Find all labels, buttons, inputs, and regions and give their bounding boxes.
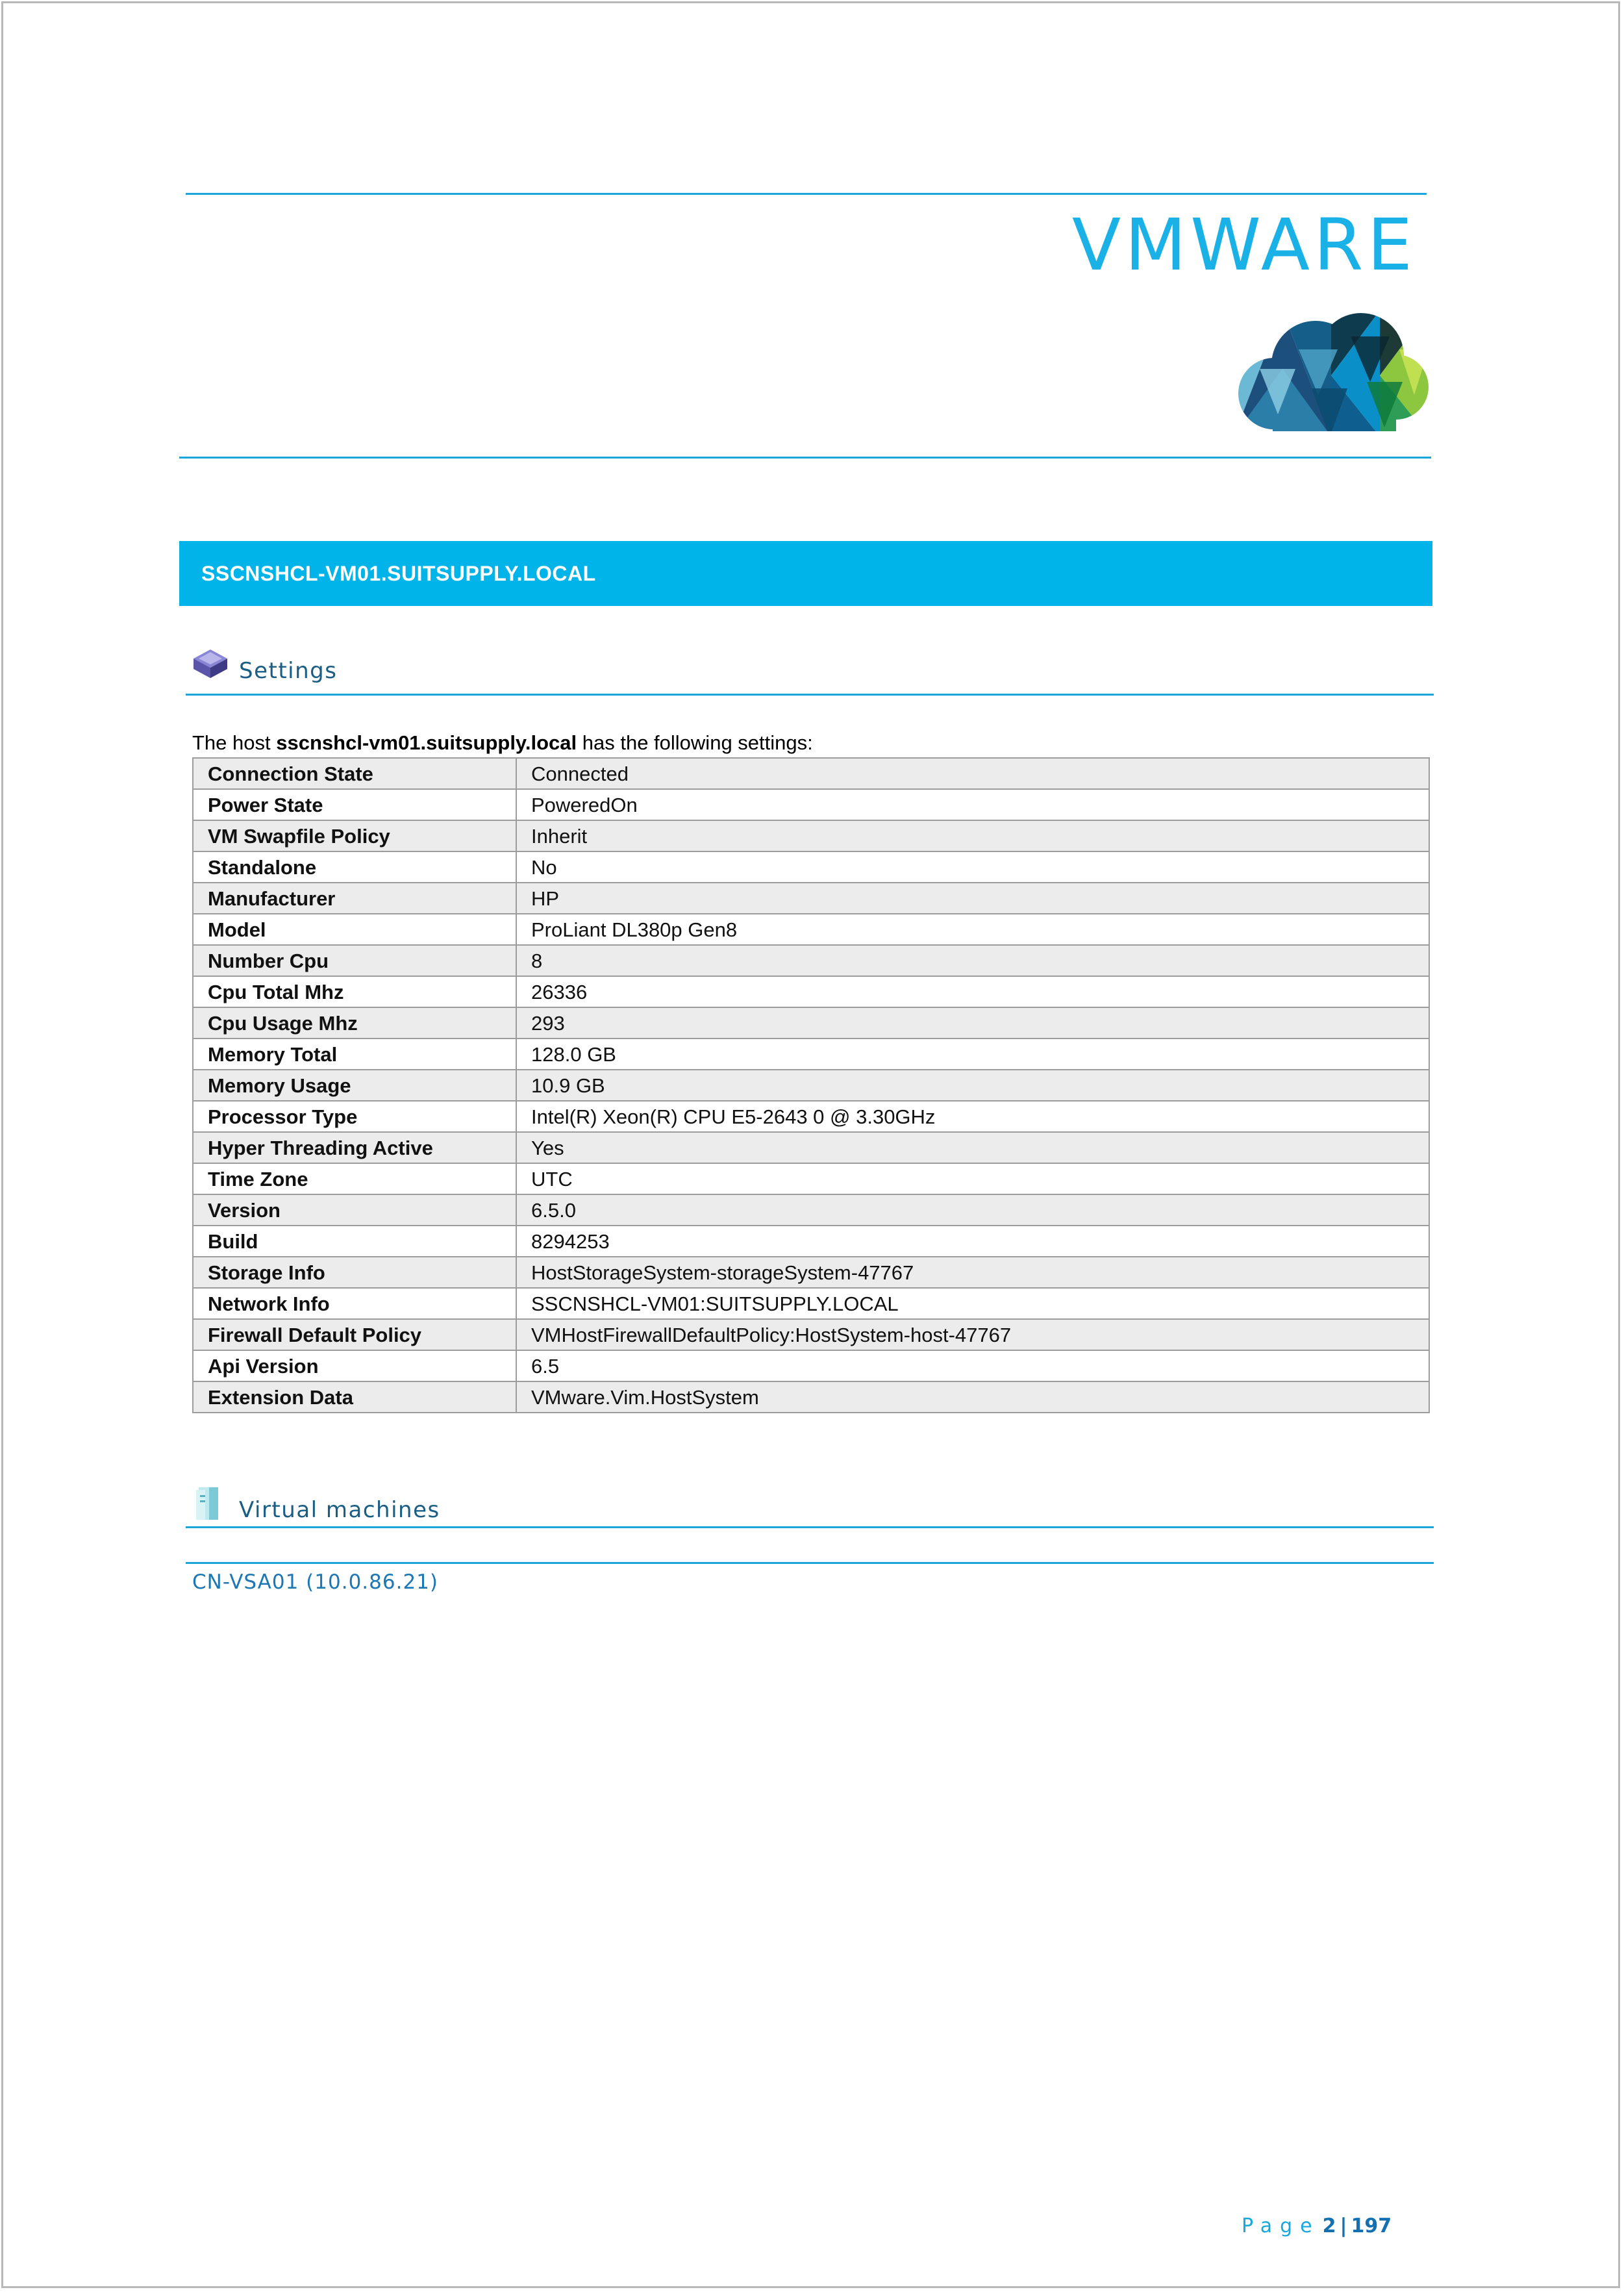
setting-value: Inherit: [516, 820, 1429, 851]
virtual-machine-icon: [191, 1483, 230, 1522]
settings-row: [193, 1039, 1429, 1070]
setting-key: Model: [193, 914, 516, 945]
host-banner: SSCNSHCL-VM01.SUITSUPPLY.LOCAL: [179, 541, 1432, 606]
settings-row: [193, 914, 1429, 945]
setting-value: 8294253: [516, 1226, 1429, 1257]
settings-row: [193, 1070, 1429, 1101]
setting-value: SSCNSHCL-VM01:SUITSUPPLY.LOCAL: [516, 1288, 1429, 1319]
setting-value: 128.0 GB: [516, 1039, 1429, 1070]
settings-row: [193, 883, 1429, 914]
setting-value: Intel(R) Xeon(R) CPU E5-2643 0 @ 3.30GHz: [516, 1101, 1429, 1132]
brand-title: VMWARE: [1071, 203, 1416, 286]
setting-value: VMware.Vim.HostSystem: [516, 1381, 1429, 1413]
setting-key: Connection State: [193, 758, 516, 789]
total-pages: 197: [1351, 2215, 1392, 2237]
vmware-cloud-logo-icon: [1234, 310, 1429, 436]
setting-key: Firewall Default Policy: [193, 1319, 516, 1350]
setting-key: Cpu Total Mhz: [193, 976, 516, 1007]
vm-section-rule: [186, 1526, 1434, 1528]
setting-key: Processor Type: [193, 1101, 516, 1132]
page-number: 2: [1322, 2215, 1336, 2237]
settings-section-label: Settings: [239, 658, 338, 684]
intro-suffix: has the following settings:: [577, 731, 813, 754]
setting-key: Cpu Usage Mhz: [193, 1007, 516, 1039]
setting-key: Network Info: [193, 1288, 516, 1319]
setting-key: Extension Data: [193, 1381, 516, 1413]
setting-value: Yes: [516, 1132, 1429, 1163]
setting-key: Version: [193, 1194, 516, 1226]
setting-value: 26336: [516, 976, 1429, 1007]
settings-cube-icon: [191, 644, 230, 683]
vm-section-label: Virtual machines: [239, 1497, 440, 1523]
setting-key: Manufacturer: [193, 883, 516, 914]
page-word: Page: [1242, 2215, 1320, 2237]
setting-value: 6.5: [516, 1350, 1429, 1381]
intro-host: sscnshcl-vm01.suitsupply.local: [276, 731, 577, 754]
settings-row: [193, 1381, 1429, 1413]
settings-row: [193, 976, 1429, 1007]
setting-value: 293: [516, 1007, 1429, 1039]
setting-key: Api Version: [193, 1350, 516, 1381]
settings-row: [193, 1007, 1429, 1039]
setting-value: 6.5.0: [516, 1194, 1429, 1226]
setting-key: Number Cpu: [193, 945, 516, 976]
setting-value: VMHostFirewallDefaultPolicy:HostSystem-host-47767: [516, 1319, 1429, 1350]
settings-row: [193, 1163, 1429, 1194]
settings-row: [193, 1319, 1429, 1350]
settings-section-rule: [186, 694, 1434, 696]
setting-key: Memory Total: [193, 1039, 516, 1070]
settings-table: [192, 757, 1430, 1413]
settings-row: [193, 1257, 1429, 1288]
setting-value: Connected: [516, 758, 1429, 789]
settings-row: [193, 820, 1429, 851]
vm-list-item-link[interactable]: CN-VSA01 (10.0.86.21): [192, 1570, 438, 1594]
setting-value: No: [516, 851, 1429, 883]
setting-key: Time Zone: [193, 1163, 516, 1194]
setting-value: UTC: [516, 1163, 1429, 1194]
header-top-rule: [186, 193, 1427, 195]
setting-key: Build: [193, 1226, 516, 1257]
vm-list-rule: [186, 1562, 1434, 1564]
setting-value: HP: [516, 883, 1429, 914]
settings-row: [193, 1132, 1429, 1163]
settings-row: [193, 1101, 1429, 1132]
settings-row: [193, 851, 1429, 883]
setting-key: Hyper Threading Active: [193, 1132, 516, 1163]
setting-key: Memory Usage: [193, 1070, 516, 1101]
settings-row: [193, 1194, 1429, 1226]
setting-key: VM Swapfile Policy: [193, 820, 516, 851]
page-separator: |: [1340, 2215, 1347, 2237]
setting-value: 8: [516, 945, 1429, 976]
settings-row: [193, 1226, 1429, 1257]
settings-row: [193, 758, 1429, 789]
settings-row: [193, 1350, 1429, 1381]
page-footer: [1242, 2215, 1392, 2237]
setting-value: HostStorageSystem-storageSystem-47767: [516, 1257, 1429, 1288]
header-bottom-rule: [179, 457, 1431, 459]
setting-key: Standalone: [193, 851, 516, 883]
settings-section-heading: [191, 643, 337, 683]
setting-key: Power State: [193, 789, 516, 820]
settings-row: [193, 945, 1429, 976]
settings-intro: [192, 731, 813, 755]
setting-value: PoweredOn: [516, 789, 1429, 820]
intro-prefix: The host: [192, 731, 277, 754]
setting-key: Storage Info: [193, 1257, 516, 1288]
setting-value: 10.9 GB: [516, 1070, 1429, 1101]
settings-row: [193, 789, 1429, 820]
settings-row: [193, 1288, 1429, 1319]
vm-section-heading: [191, 1482, 440, 1522]
setting-value: ProLiant DL380p Gen8: [516, 914, 1429, 945]
